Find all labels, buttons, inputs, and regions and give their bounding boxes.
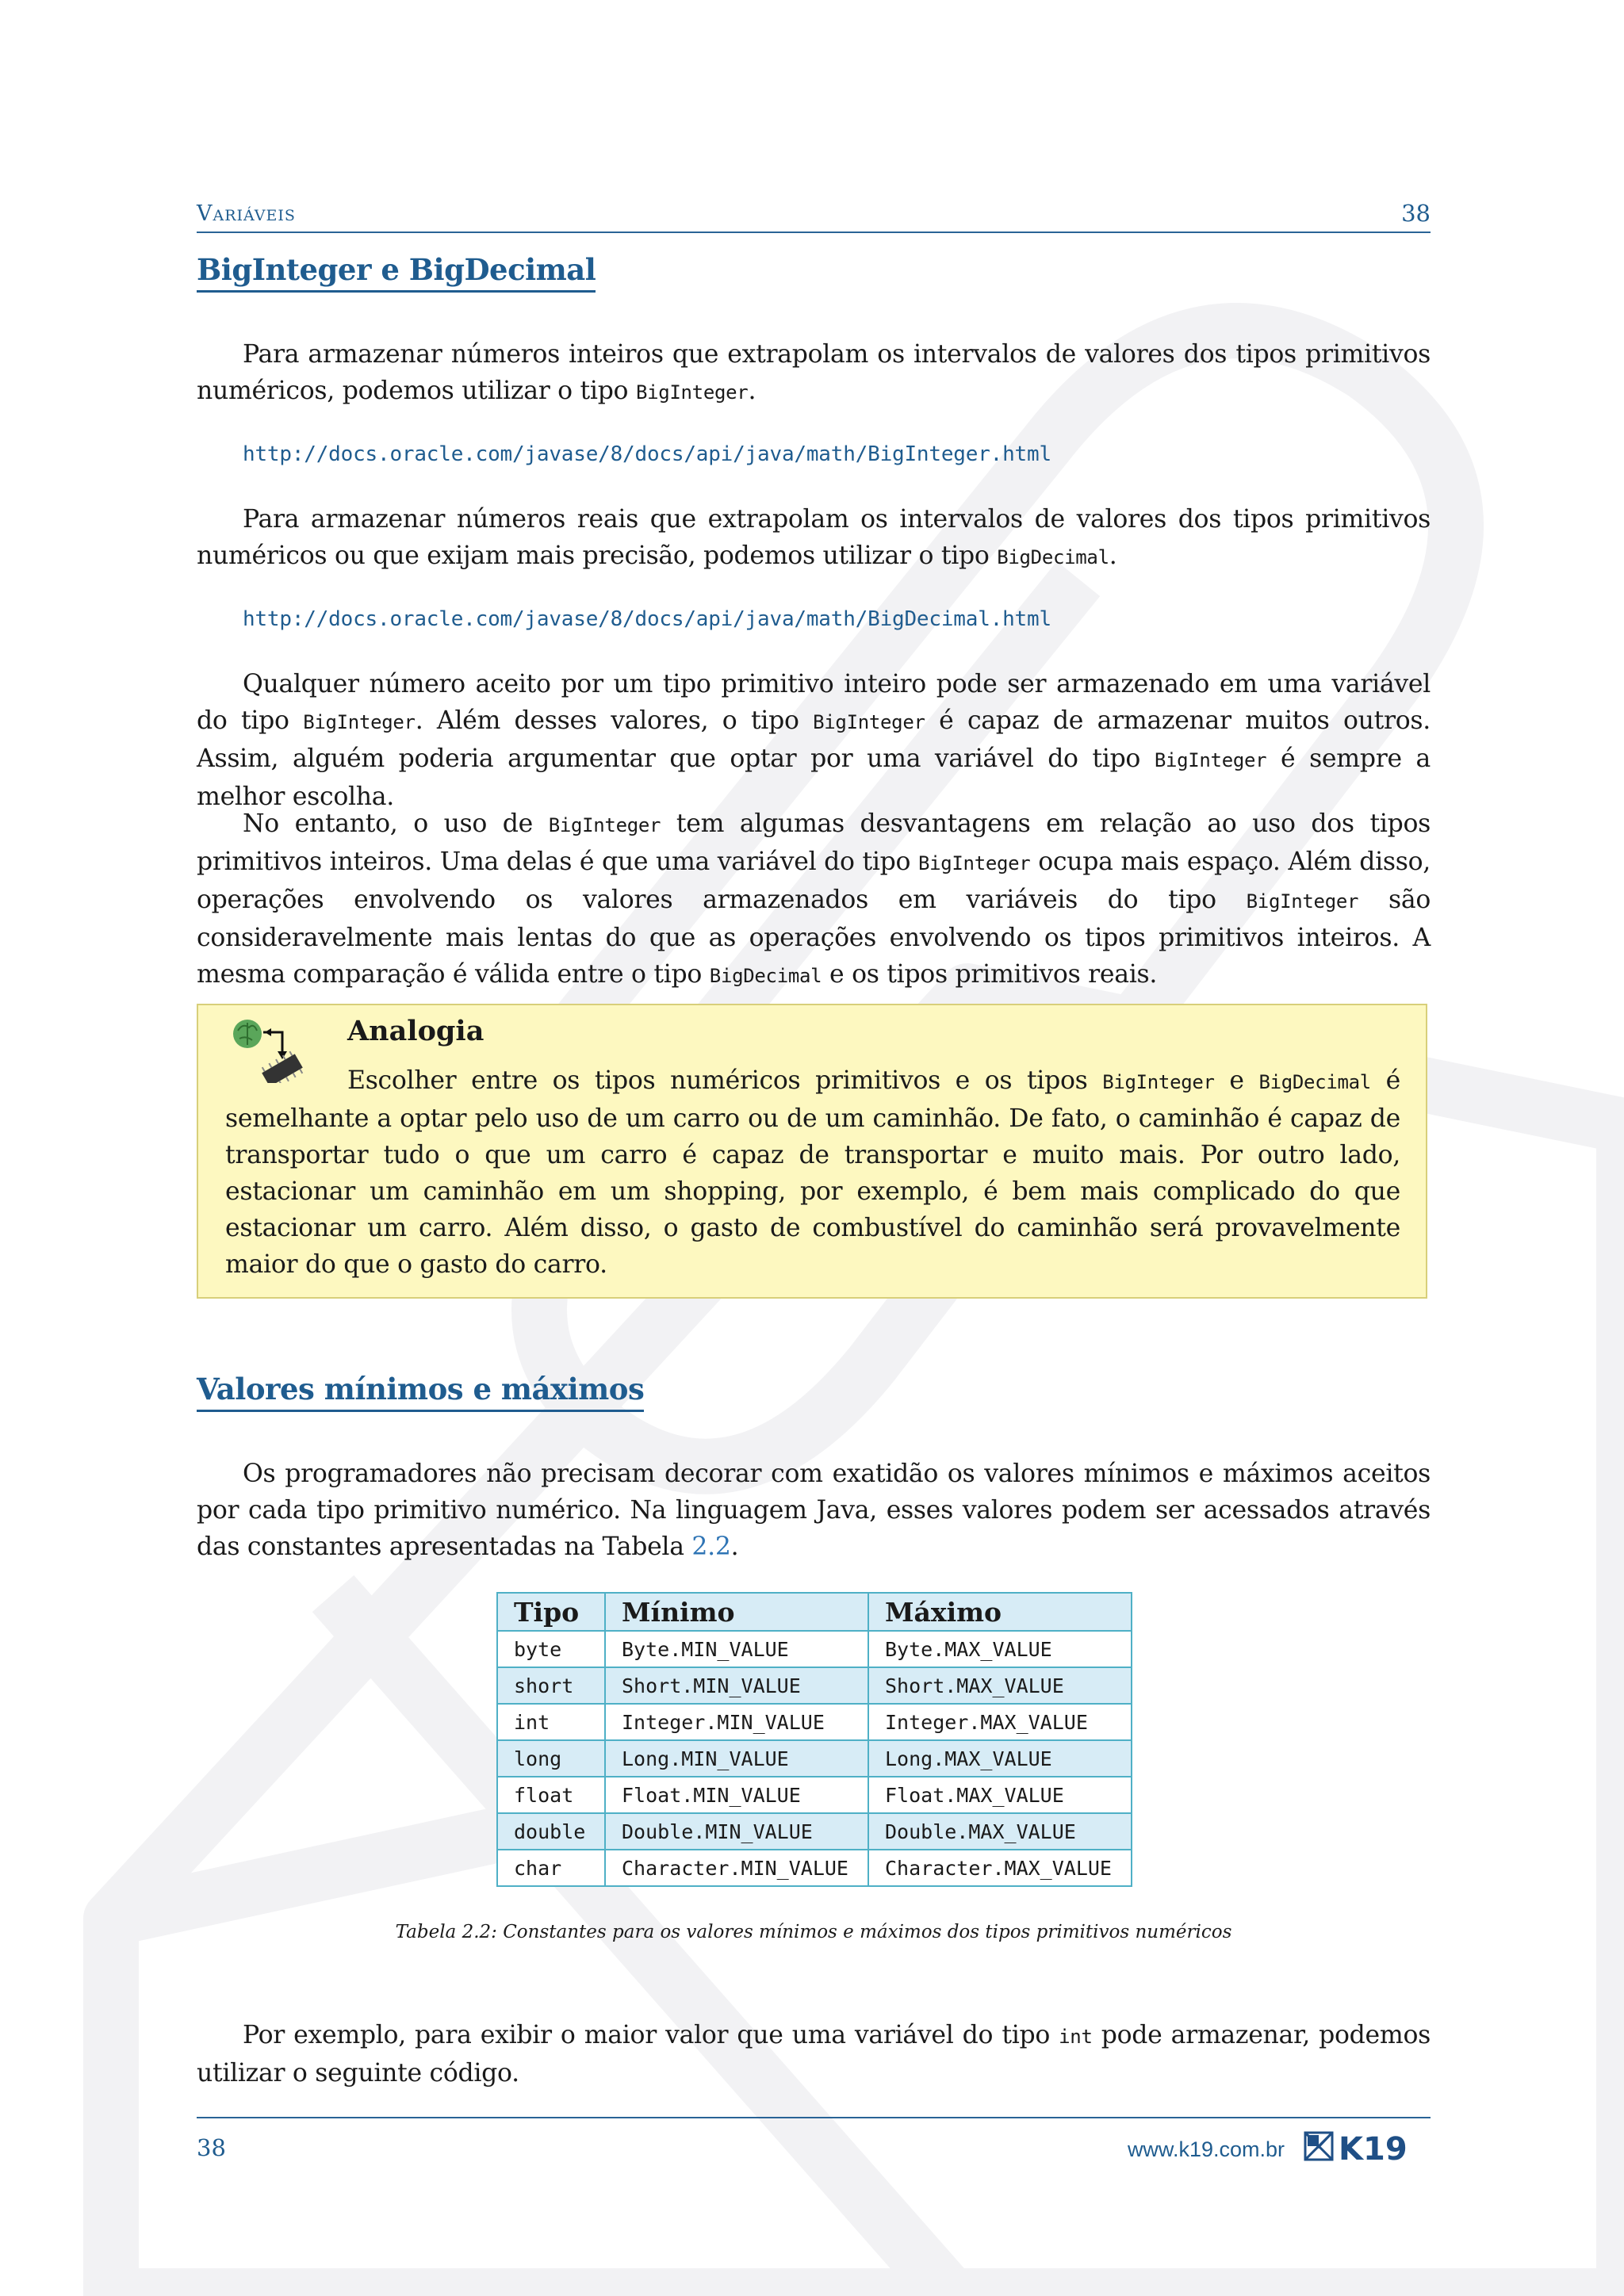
table-header-cell: Máximo [868, 1593, 1132, 1631]
table-cell: Long.MIN_VALUE [605, 1740, 868, 1777]
chapter-title: Variáveis [197, 201, 296, 226]
table-cell: short [497, 1667, 605, 1704]
link-biginteger-docs[interactable]: http://docs.oracle.com/javase/8/docs/api/java/math/BigInteger.html [243, 442, 1051, 466]
section-title-min-max: Valores mínimos e máximos [197, 1372, 644, 1412]
table-row [497, 1667, 1132, 1704]
table-header-cell: Mínimo [605, 1593, 868, 1631]
table-cell: Float.MAX_VALUE [868, 1777, 1132, 1813]
table-cell: Character.MAX_VALUE [868, 1850, 1132, 1886]
table-cell: Byte.MIN_VALUE [605, 1631, 868, 1667]
table-cell: Double.MAX_VALUE [868, 1813, 1132, 1850]
analogy-text: Escolher entre os tipos numéricos primitivos e os tipos BigInteger e BigDecimal é semelhante a optar pelo uso de um carro ou de um caminhão. De fato, o caminhão é capaz de transportar tudo o que um carro é capaz de transportar e muito mais. Por outro lado, estacionar um caminhão em um shopping, por exemplo, é bem mais complicado do que estacionar um carro. Além disso, o gasto de combustível do caminhão será provavelmente maior do que o gasto do carro. [225, 1066, 1400, 1279]
table-cell: float [497, 1777, 605, 1813]
page-footer [197, 2117, 1431, 2182]
table-header-row [497, 1593, 1132, 1631]
svg-text:K19: K19 [1339, 2131, 1408, 2164]
table-row [497, 1813, 1132, 1850]
table-cell: Double.MIN_VALUE [605, 1813, 868, 1850]
table-cell: Integer.MAX_VALUE [868, 1704, 1132, 1740]
footer-site-link[interactable]: www.k19.com.br [1127, 2137, 1285, 2161]
table-cell: Long.MAX_VALUE [868, 1740, 1132, 1777]
table-cell: Character.MIN_VALUE [605, 1850, 868, 1886]
table-row [497, 1704, 1132, 1740]
link-bigdecimal-docs[interactable]: http://docs.oracle.com/javase/8/docs/api/java/math/BigDecimal.html [243, 607, 1051, 631]
k19-logo [1304, 2130, 1431, 2164]
table-cell: long [497, 1740, 605, 1777]
table-cell: Short.MAX_VALUE [868, 1667, 1132, 1704]
analogy-box [197, 1004, 1427, 1299]
paragraph-min-max-intro: Os programadores não precisam decorar com exatidão os valores mínimos e máximos aceitos por cada tipo primitivo numérico. Na linguagem Java, esses valores podem ser acessados através das constantes apresentadas na Tabela 2.2. [197, 1460, 1431, 1561]
paragraph-bigdecimal-intro: Para armazenar números reais que extrapolam os intervalos de valores dos tipos primitivos numéricos ou que exijam mais precisão, podemos utilizar o tipo BigDecimal. [197, 505, 1431, 570]
table-row [497, 1631, 1132, 1667]
table-cell: byte [497, 1631, 605, 1667]
table-cell: int [497, 1704, 605, 1740]
analogy-title: Analogia [347, 1015, 485, 1047]
paragraph-example-intro: Por exemplo, para exibir o maior valor que uma variável do tipo int pode armazenar, podemos utilizar o seguinte código. [197, 2021, 1431, 2087]
paragraph-biginteger-capacity: Qualquer número aceito por um tipo primitivo inteiro pode ser armazenado em uma variável do tipo BigInteger. Além desses valores, o tipo BigInteger é capaz de armazenar muitos outros. Assim, alguém poderia argumentar que optar por uma variável do tipo BigInteger é sempre a melhor escolha. [197, 670, 1431, 811]
table-cell: Integer.MIN_VALUE [605, 1704, 868, 1740]
section-title-biginteger: BigInteger e BigDecimal [197, 252, 596, 293]
inline-code: BigDecimal [997, 546, 1109, 568]
table-row [497, 1850, 1132, 1886]
constants-table [496, 1592, 1132, 1887]
table-reference-link[interactable]: 2.2 [691, 1533, 731, 1561]
table-cell: Float.MIN_VALUE [605, 1777, 868, 1813]
running-header [197, 200, 1431, 233]
table-cell: char [497, 1850, 605, 1886]
table-cell: Byte.MAX_VALUE [868, 1631, 1132, 1667]
table-row [497, 1777, 1132, 1813]
paragraph-biginteger-intro: Para armazenar números inteiros que extrapolam os intervalos de valores dos tipos primitivos numéricos, podemos utilizar o tipo BigInteger. [197, 340, 1431, 405]
table-cell: Short.MIN_VALUE [605, 1667, 868, 1704]
footer-page-number: 38 [197, 2134, 226, 2161]
table-cell: double [497, 1813, 605, 1850]
table-header-cell: Tipo [497, 1593, 605, 1631]
table-row [497, 1740, 1132, 1777]
paragraph-biginteger-drawbacks: No entanto, o uso de BigInteger tem algumas desvantagens em relação ao uso dos tipos primitivos inteiros. Uma delas é que uma variável do tipo BigInteger ocupa mais espaço. Além disso, operações envolvendo os valores armazenados em variáveis do tipo BigInteger são consideravelmente mais lentas do que as operações envolvendo os tipos primitivos inteiros. A mesma comparação é válida entre o tipo BigDecimal e os tipos primitivos reais. [197, 809, 1431, 989]
header-page-number: 38 [1401, 200, 1431, 227]
table-caption: Tabela 2.2: Constantes para os valores mínimos e máximos dos tipos primitivos numéricos [395, 1922, 1232, 1942]
inline-code: BigInteger [635, 381, 749, 404]
